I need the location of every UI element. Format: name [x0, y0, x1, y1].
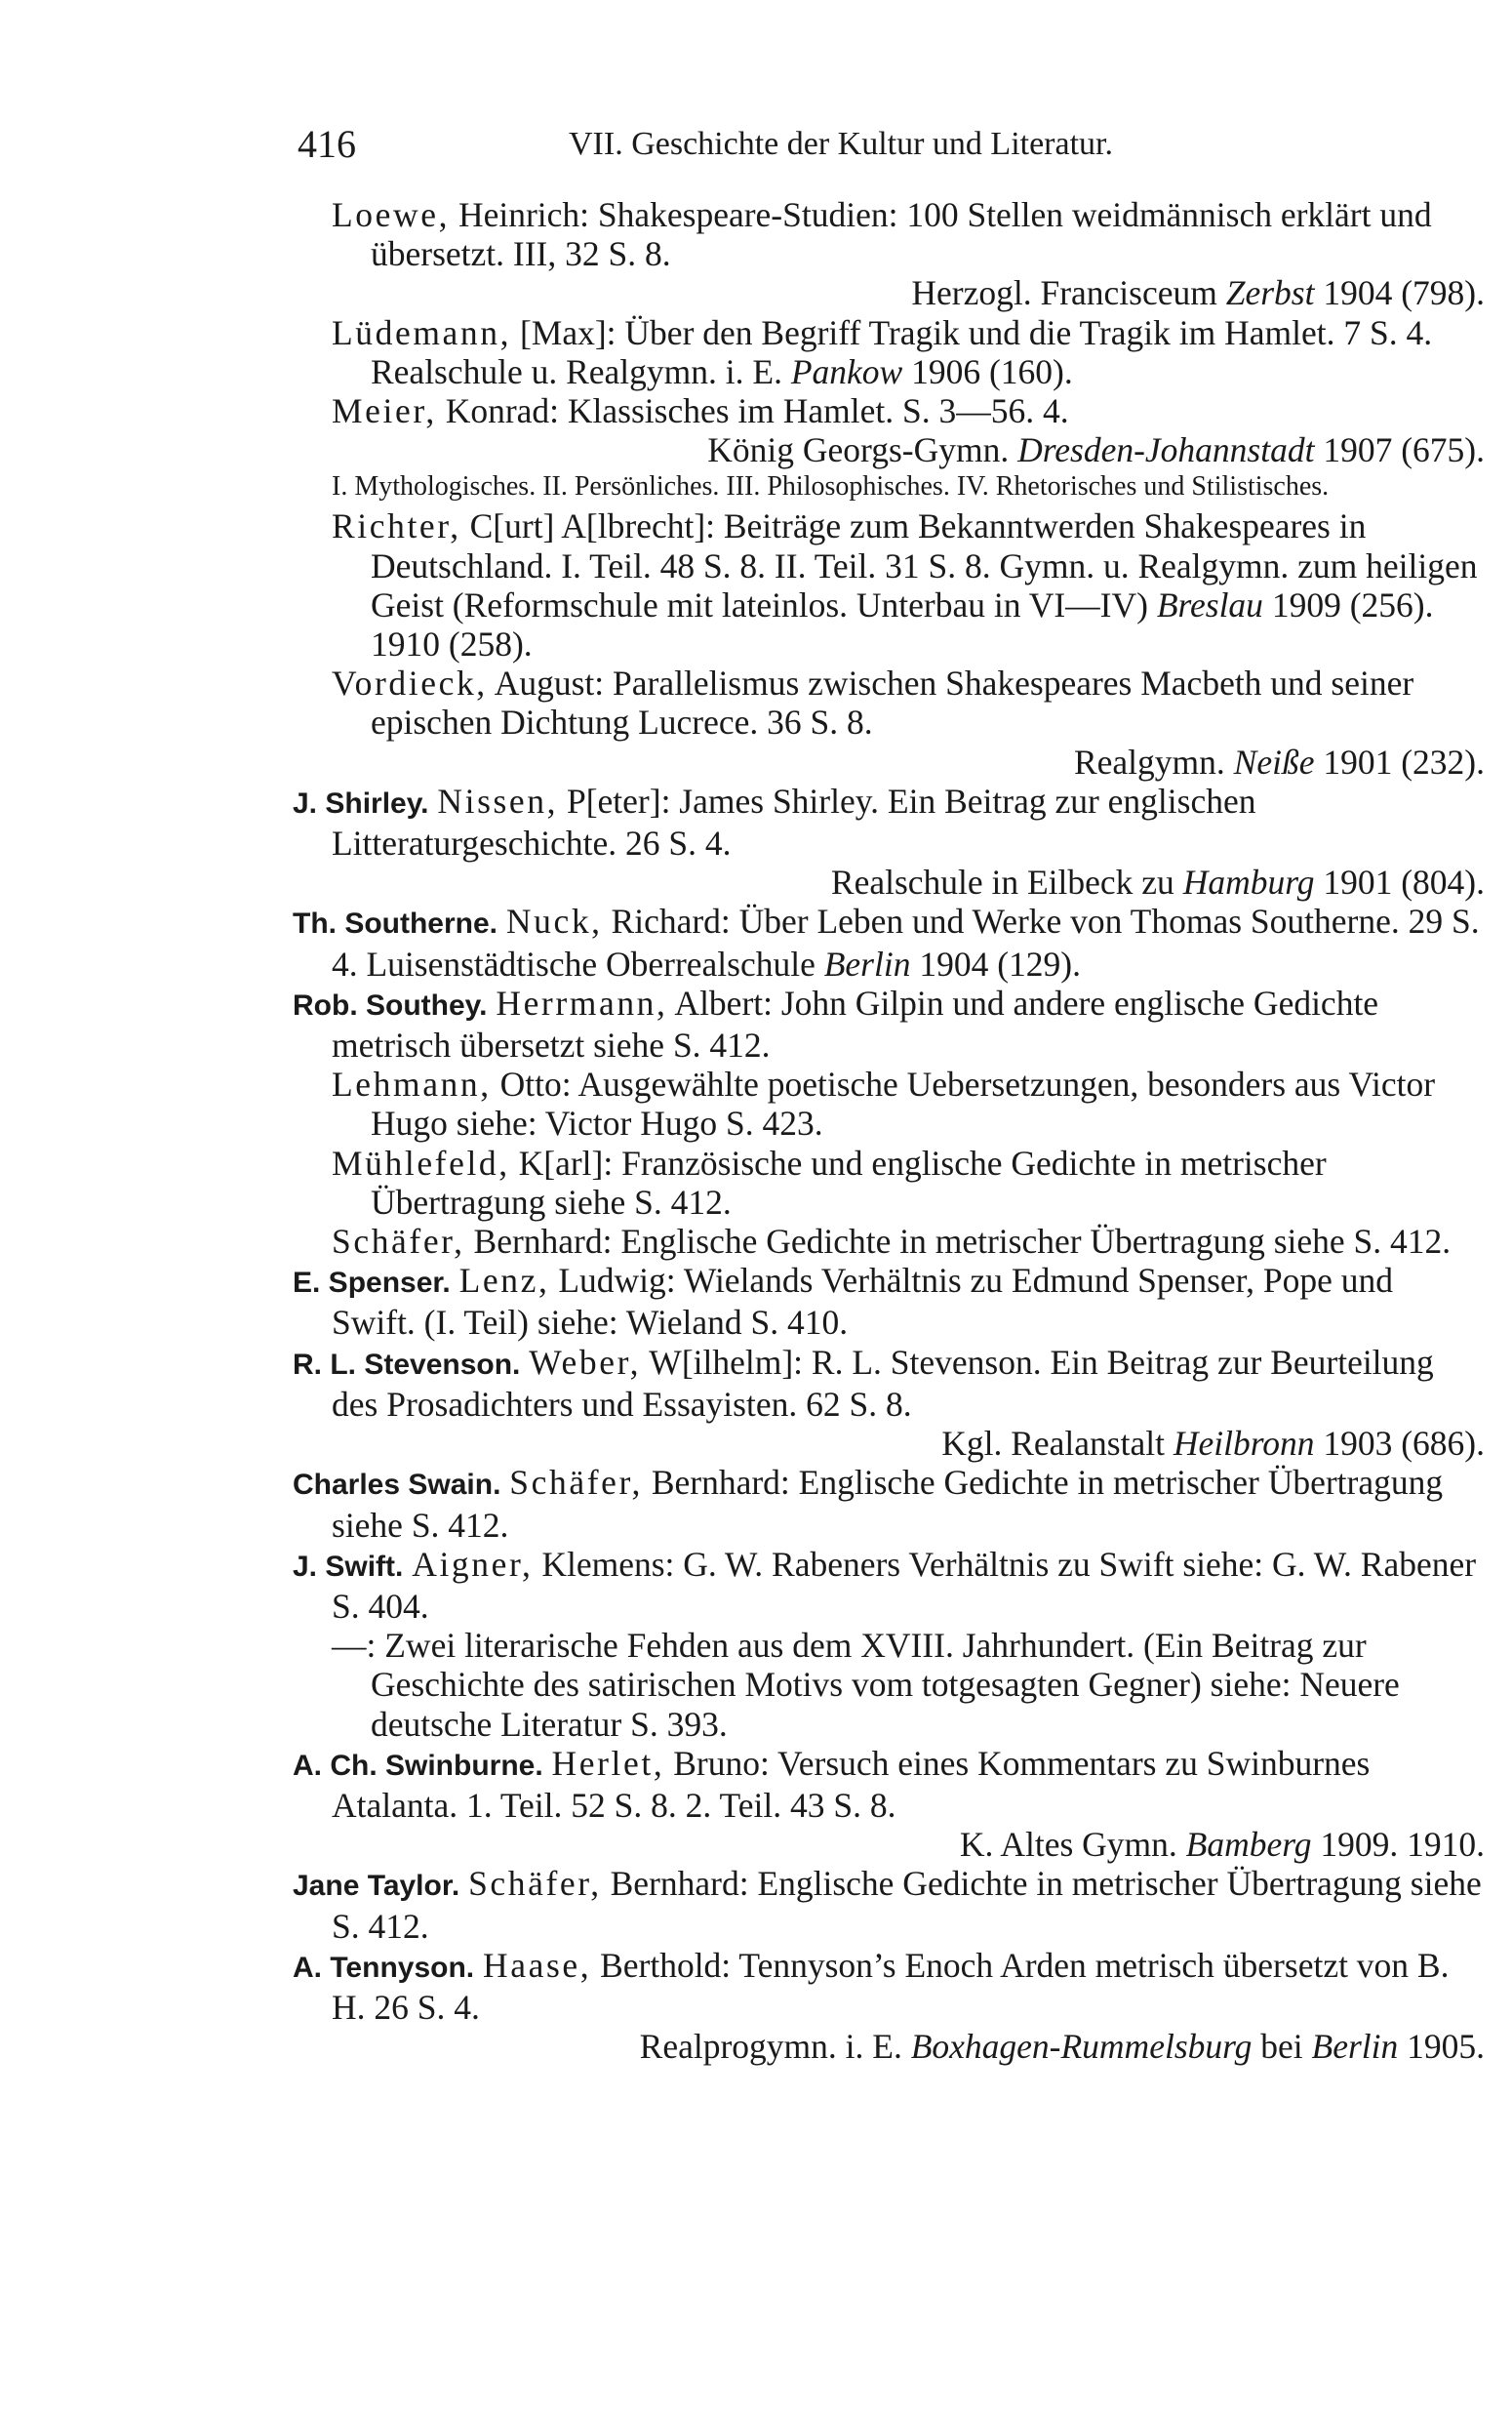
entry-text: Richard: Über Leben und Werke von Thomas Southerne. 29 S. 4. Luisenstädtische Oberrealschule: [332, 902, 1480, 984]
subject-heading: Jane Taylor.: [293, 1870, 460, 1903]
bib-entry: [293, 1261, 1485, 1342]
entry-text: August: Parallelismus zwischen Shakespeares Macbeth und seiner epischen Dichtung Lucrece. 36 S. 8.: [371, 664, 1414, 743]
entry-city: Hamburg: [1182, 863, 1315, 903]
entry-city: Zerbst: [1225, 273, 1315, 313]
entry-text: Konrad: Klassisches im Hamlet. S. 3—56. 4.: [436, 391, 1069, 431]
entry-publication: Kgl. Realanstalt Heilbronn 1903 (686).: [941, 1424, 1485, 1464]
entry-author: Richter,: [332, 506, 461, 546]
bibliography-list: [293, 195, 1485, 2067]
entry-city: Berlin: [1311, 2027, 1399, 2067]
entry-author: Nuck,: [505, 902, 603, 942]
subject-heading: A. Ch. Swinburne.: [293, 1749, 543, 1782]
entry-text: Bernhard: Englische Gedichte in metrischer Übertragung siehe S. 412.: [332, 1864, 1482, 1946]
bib-entry: [332, 1222, 1485, 1261]
entry-text: Albert: John Gilpin und andere englische Gedichte metrisch übersetzt siehe S. 412.: [332, 983, 1379, 1066]
entry-author: Herrmann,: [496, 983, 668, 1023]
subject-heading: E. Spenser.: [293, 1267, 451, 1300]
bib-entry: [332, 664, 1485, 782]
entry-author: Meier,: [332, 391, 437, 431]
bib-entry: [293, 1463, 1485, 1544]
subject-heading: A. Tennyson.: [293, 1951, 475, 1984]
entry-publication: Herzogl. Francisceum Zerbst 1904 (798).: [911, 273, 1485, 313]
entry-city: Boxhagen-Rummelsburg: [910, 2027, 1253, 2067]
entry-author: Haase,: [483, 1945, 592, 1985]
entry-publication: K. Altes Gymn. Bamberg 1909. 1910.: [959, 1825, 1485, 1865]
bib-entry: [293, 984, 1485, 1065]
bib-entry: [293, 1343, 1485, 1464]
entry-author: Nissen,: [437, 781, 559, 821]
entry-city: Heilbronn: [1173, 1424, 1315, 1464]
entry-author: Mühlefeld,: [332, 1143, 510, 1183]
entry-text: Bruno: Versuch eines Kommentars zu Swinburnes Atalanta. 1. Teil. 52 S. 8. 2. Teil. 43 S. 8.: [332, 1743, 1371, 1825]
entry-text: P[eter]: James Shirley. Ein Beitrag zur englischen Litteraturgeschichte. 26 S. 4.: [332, 781, 1256, 864]
entry-text: Berthold: Tennyson’s Enoch Arden metrisch übersetzt von B. H. 26 S. 4.: [332, 1945, 1450, 2027]
entry-note: I. Mythologisches. II. Persönliches. III. Philosophisches. IV. Rhetorisches und Stilistisches.: [332, 471, 1330, 503]
entry-text: K[arl]: Französische und englische Gedichte in metrischer Übertragung siehe S. 412.: [371, 1143, 1327, 1222]
bib-entry: [293, 1744, 1485, 1865]
subject-heading: Charles Swain.: [293, 1469, 501, 1502]
entry-text: Ludwig: Wielands Verhältnis zu Edmund Spenser, Pope und Swift. (I. Teil) siehe: Wieland S. 410.: [332, 1261, 1393, 1343]
subject-heading: J. Shirley.: [293, 786, 429, 820]
entry-city: Pankow: [790, 351, 903, 391]
entry-author: Aigner,: [412, 1544, 534, 1584]
entry-city: Neiße: [1233, 742, 1315, 782]
entry-publication: König Georgs-Gymn. Dresden-Johannstadt 1907 (675).: [707, 430, 1485, 470]
entry-author: Schäfer,: [332, 1222, 465, 1262]
bib-entry: [332, 195, 1485, 313]
entry-author: Schäfer,: [509, 1463, 643, 1503]
entry-publication: Realprogymn. i. E. Boxhagen-Rummelsburg bei Berlin 1905.: [639, 2027, 1485, 2067]
entry-city: Bamberg: [1185, 1825, 1312, 1865]
entry-publication: Realgymn. Neiße 1901 (232).: [1073, 742, 1485, 782]
bib-entry: [332, 1065, 1485, 1143]
entry-city: Breslau: [1156, 585, 1263, 625]
entry-author: Vordieck,: [332, 664, 488, 704]
entry-text: Otto: Ausgewählte poetische Uebersetzungen, besonders aus Victor Hugo siehe: Victor Hugo S. 423.: [371, 1065, 1436, 1144]
entry-author: —:: [332, 1626, 377, 1666]
subject-heading: R. L. Stevenson.: [293, 1348, 521, 1381]
entry-text: [Max]: Über den Begriff Tragik und die Tragik im Hamlet. 7 S. 4. Realschule u. Realgymn. i. E.: [371, 312, 1433, 391]
entry-city: Berlin: [823, 944, 911, 984]
entry-text: W[ilhelm]: R. L. Stevenson. Ein Beitrag zur Beurteilung des Prosadichters und Essayisten. 62 S. 8.: [332, 1342, 1434, 1424]
bib-entry: [332, 1626, 1485, 1744]
bib-entry: [332, 391, 1485, 469]
subject-heading: Rob. Southey.: [293, 988, 488, 1022]
entry-text: Bernhard: Englische Gedichte in metrischer Übertragung siehe S. 412.: [332, 1463, 1444, 1545]
entry-author: Herlet,: [551, 1743, 665, 1783]
running-title: VII. Geschichte der Kultur und Literatur.: [569, 126, 1113, 162]
entry-city: Dresden-Johannstadt: [1017, 430, 1315, 470]
entry-text: Bernhard: Englische Gedichte in metrischer Übertragung siehe S. 412.: [464, 1222, 1452, 1262]
entry-author: Lenz,: [458, 1261, 550, 1301]
subject-heading: J. Swift.: [293, 1550, 404, 1583]
entry-author: Schäfer,: [468, 1864, 602, 1904]
bib-entry: [293, 1545, 1485, 1626]
bib-entry: [293, 1946, 1485, 2067]
subject-heading: Th. Southerne.: [293, 908, 497, 941]
entry-author: Weber,: [529, 1342, 642, 1382]
bib-entry: Richter, C[urt] A[lbrecht]: Beiträge zum Bekanntwerden Shakespeares in Deutschland. I. Teil. 48 S. 8. II. Teil. 31 S. 8. Gymn. u. Realgymn. zum heiligen Geist (Reformschule mit lateinlos. Unterbau in VI—IV) Breslau 1909 (256). 1910 (258).: [332, 506, 1478, 665]
entry-author: Lehmann,: [332, 1065, 492, 1105]
bib-entry: [293, 782, 1485, 903]
entry-author: Loewe,: [332, 195, 451, 234]
bib-entry: [293, 1864, 1485, 1945]
entry-text: Klemens: G. W. Rabeners Verhältnis zu Swift siehe: G. W. Rabener S. 404.: [332, 1544, 1477, 1626]
entry-text: Zwei literarische Fehden aus dem XVIII. Jahrhundert. (Ein Beitrag zur Geschichte des satirischen Motivs vom totgesagten Gegner) siehe: Neuere deutsche Literatur S. 393.: [371, 1626, 1400, 1744]
entry-author: Lüdemann,: [332, 312, 512, 352]
bib-entry: Th. Southerne. Nuck, Richard: Über Leben und Werke von Thomas Southerne. 29 S. 4. Luisenstädtische Oberrealschule Berlin 1904 (129).: [293, 902, 1480, 984]
entry-publication: Realschule in Eilbeck zu Hamburg 1901 (804).: [830, 863, 1485, 903]
bib-entry: [332, 1144, 1485, 1222]
page-number: 416: [298, 122, 356, 166]
entry-text: C[urt] A[lbrecht]: Beiträge zum Bekanntwerden Shakespeares in Deutschland. I. Teil. 48 S. 8. II. Teil. 31 S. 8. Gymn. u. Realgymn. zum heiligen Geist (Reformschule mit lateinlos. Unterbau in VI—IV): [371, 506, 1478, 625]
bib-entry: Lüdemann, [Max]: Über den Begriff Tragik und die Tragik im Hamlet. 7 S. 4. Realschule u. Realgymn. i. E. Pankow 1906 (160).: [332, 312, 1433, 391]
entry-text: Heinrich: Shakespeare-Studien: 100 Stellen weidmännisch erklärt und übersetzt. III, 32 S. 8.: [371, 195, 1432, 274]
